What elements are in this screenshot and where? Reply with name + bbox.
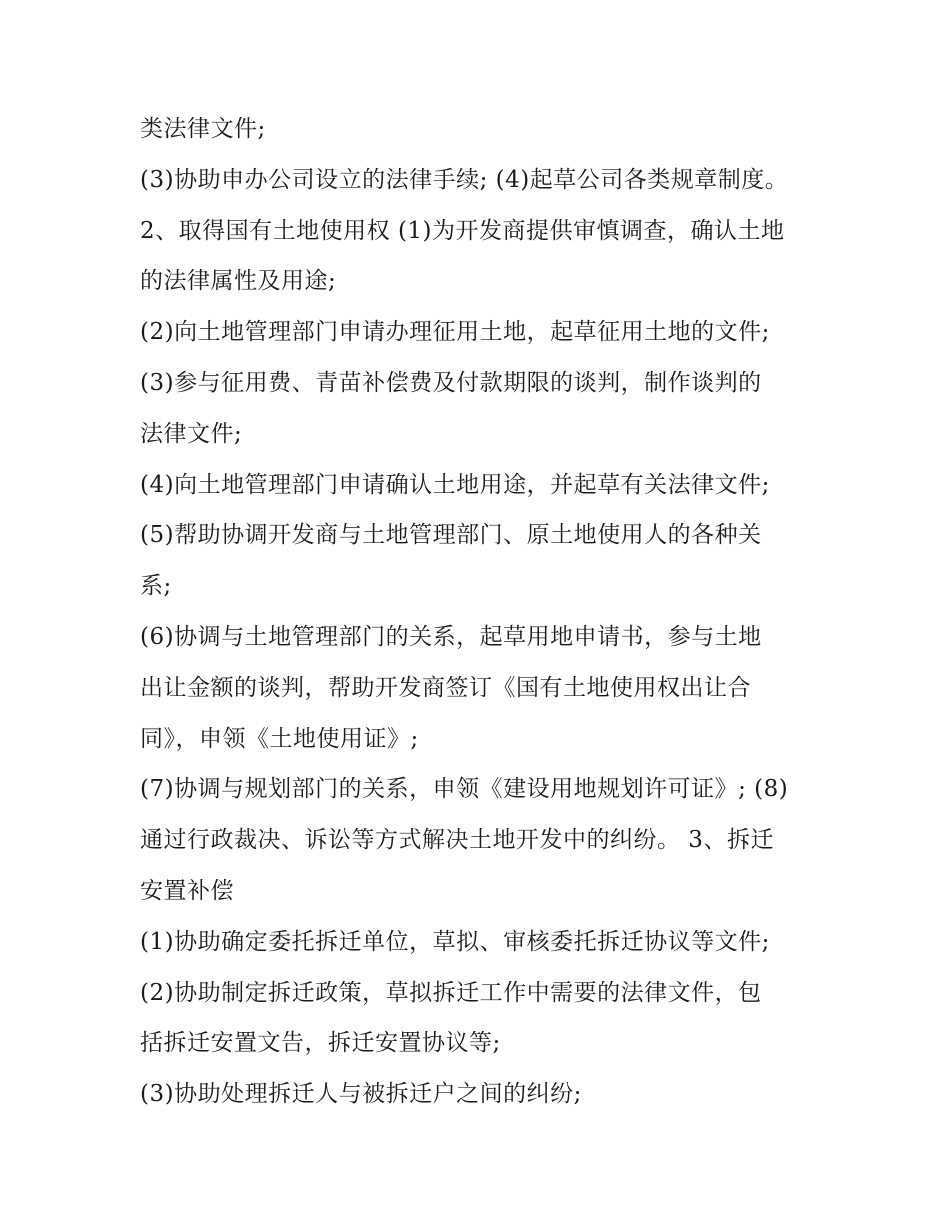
text-line: (2)协助制定拆迁政策，草拟拆迁工作中需要的法律文件，包 [140, 979, 762, 1006]
text-line: (5)帮助协调开发商与土地管理部门、原土地使用人的各种关 [140, 522, 762, 549]
text-line: 安置补偿 [140, 877, 234, 904]
text-line: 法律文件; [140, 420, 243, 447]
text-line: (4)向土地管理部门申请确认土地用途，并起草有关法律文件; [140, 471, 770, 498]
text-line: 括拆迁安置文告，拆迁安置协议等; [140, 1030, 501, 1057]
text-line: (6)协调与土地管理部门的关系，起草用地申请书，参与土地 [140, 623, 762, 650]
text-line: 通过行政裁决、诉讼等方式解决土地开发中的纠纷。 3、拆迁 [140, 827, 774, 854]
text-line: (7)协调与规划部门的关系，申领《建设用地规划许可证》; (8) [140, 776, 789, 803]
text-line: 的法律属性及用途; [140, 268, 337, 295]
text-line: (3)协助处理拆迁人与被拆迁户之间的纠纷; [140, 1081, 582, 1108]
text-line: 系; [140, 573, 172, 600]
text-line: (3)协助申办公司设立的法律手续; (4)起草公司各类规章制度。 [140, 166, 789, 193]
text-line: (3)参与征用费、青苗补偿费及付款期限的谈判，制作谈判的 [140, 369, 762, 396]
text-line: 同》，申领《土地使用证》; [140, 725, 419, 752]
text-line: (1)协助确定委托拆迁单位，草拟、审核委托拆迁协议等文件; [140, 928, 770, 955]
text-line: 出让金额的谈判，帮助开发商签订《国有土地使用权出让合 [140, 674, 751, 701]
text-line: (2)向土地管理部门申请办理征用土地，起草征用土地的文件; [140, 319, 770, 346]
document-body [140, 104, 820, 1120]
text-line: 2、取得国有土地使用权 (1)为开发商提供审慎调查，确认土地 [140, 217, 785, 244]
text-line: 类法律文件; [140, 116, 266, 142]
